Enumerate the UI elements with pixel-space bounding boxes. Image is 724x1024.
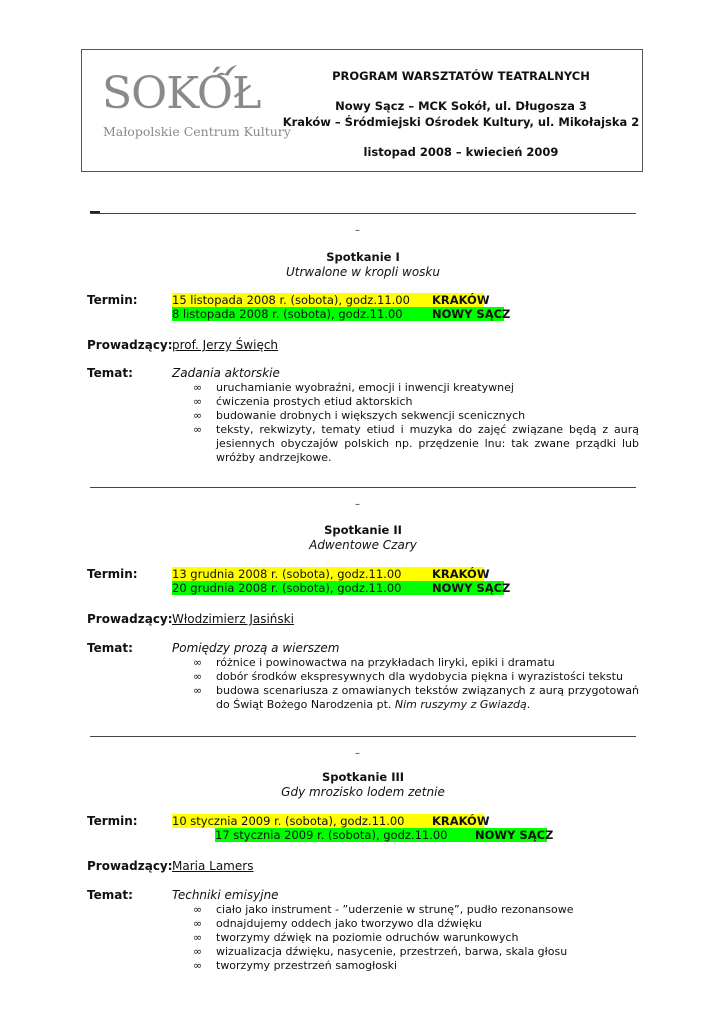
list-item: ∞ tworzymy przestrzeń samogłoski: [193, 959, 398, 972]
list-item: ∞ odnajdujemy oddech jako tworzywo dla dźwięku: [193, 917, 482, 930]
topic-list: [193, 381, 639, 465]
term-nowy-sacz: [172, 581, 511, 595]
term-city: KRAKÓW: [432, 814, 490, 828]
list-item: ∞ wizualizacja dźwięku, nasycenie, przestrzeń, barwa, skala głosu: [193, 945, 568, 958]
bullet-icon: ∞: [193, 945, 203, 958]
list-item: ∞ dobór środków ekspresywnych dla wydobycia piękna i wyrazistości tekstu: [193, 670, 623, 683]
list-item: ∞ uruchamianie wyobraźni, emocji i inwencji kreatywnej: [193, 381, 514, 394]
term-city: NOWY SĄCZ: [432, 307, 511, 321]
venue-krakow: Kraków – Śródmiejski Ośrodek Kultury, ul. Mikołajska 2: [282, 115, 640, 129]
leader-name: Maria Lamers: [172, 859, 254, 873]
term-date: 15 listopada 2008 r. (sobota), godz.11.00: [172, 293, 410, 307]
term-krakow: [172, 567, 490, 581]
bullet-icon: ∞: [193, 381, 203, 394]
leader-name: prof. Jerzy Święch: [172, 338, 279, 352]
section-divider: [90, 213, 636, 214]
section-divider: [90, 487, 636, 488]
term-city: KRAKÓW: [432, 567, 490, 581]
topic-label: Temat:: [87, 641, 133, 655]
term-date: 8 listopada 2008 r. (sobota), godz.11.00: [172, 307, 403, 321]
term-nowy-sacz: [172, 307, 511, 321]
bird-icon: [212, 64, 238, 84]
bullet-icon: ∞: [193, 959, 203, 972]
termin-label: Termin:: [87, 567, 138, 581]
leader-label: Prowadzący:: [87, 338, 173, 352]
topic-title: Pomiędzy prozą a wierszem: [172, 641, 340, 655]
topic-label: Temat:: [87, 366, 133, 380]
topic-title: Zadania aktorskie: [172, 366, 280, 380]
logo-wordmark: SOKÓŁ: [102, 68, 261, 119]
bullet-icon: ∞: [193, 395, 203, 408]
term-krakow: [172, 814, 490, 828]
logo-subtitle: Małopolskie Centrum Kultury: [103, 124, 291, 139]
term-city: NOWY SĄCZ: [432, 581, 511, 595]
list-item: ∞ teksty, rekwizyty, tematy etiud i muzyka do zajęć związane będą z aurą jesiennych obyczajów polskich np. przędzenie lnu: tak zwane prządki lub wróżby andrzejkowe.: [193, 423, 639, 464]
bullet-icon: ∞: [193, 670, 203, 683]
topic-label: Temat:: [87, 888, 133, 902]
topic-title: Techniki emisyjne: [172, 888, 279, 902]
bullet-icon: ∞: [193, 917, 203, 930]
bullet-icon: ∞: [193, 423, 203, 436]
term-date: 17 stycznia 2009 r. (sobota), godz.11.00: [215, 828, 448, 842]
bullet-icon: ∞: [193, 409, 203, 422]
section-subtitle: Adwentowe Czary: [309, 538, 417, 552]
termin-label: Termin:: [87, 814, 138, 828]
venue-nowy-sacz: Nowy Sącz – MCK Sokół, ul. Długosza 3: [335, 99, 587, 113]
divider-mark: –: [355, 499, 360, 510]
topic-list: [193, 903, 639, 973]
term-date: 10 stycznia 2009 r. (sobota), godz.11.00: [172, 814, 405, 828]
divider-mark: –: [355, 748, 360, 759]
bullet-icon: ∞: [193, 656, 203, 669]
leader-label: Prowadzący:: [87, 612, 173, 626]
section-subtitle: Gdy mrozisko lodem zetnie: [281, 785, 445, 799]
section-title: Spotkanie II: [324, 523, 402, 537]
bullet-icon: ∞: [193, 931, 203, 944]
list-item: ∞ ćwiczenia prostych etiud aktorskich: [193, 395, 413, 408]
divider-mark: –: [355, 225, 360, 236]
term-date: 20 grudnia 2008 r. (sobota), godz.11.00: [172, 581, 402, 595]
termin-label: Termin:: [87, 293, 138, 307]
bullet-icon: ∞: [193, 684, 203, 697]
list-item: ∞ tworzymy dźwięk na poziomie odruchów warunkowych: [193, 931, 519, 944]
bullet-icon: ∞: [193, 903, 203, 916]
header-box: [81, 49, 643, 172]
list-item: ∞ ciało jako instrument - ”uderzenie w strunę”, pudło rezonansowe: [193, 903, 574, 916]
term-date: 13 grudnia 2008 r. (sobota), godz.11.00: [172, 567, 402, 581]
list-item: ∞ budowa scenariusza z omawianych tekstów związanych z aurą przygotowań do Świąt Bożego Narodzenia pt. Nim ruszymy z Gwiazdą.: [193, 684, 639, 711]
section-title: Spotkanie III: [321, 770, 405, 784]
list-item: ∞ budowanie drobnych i większych sekwencji scenicznych: [193, 409, 526, 422]
header-text: [278, 68, 644, 160]
term-krakow: [172, 293, 490, 307]
term-nowy-sacz: [215, 828, 554, 842]
program-dates: listopad 2008 – kwiecień 2009: [363, 145, 559, 159]
list-item: ∞ różnice i powinowactwa na przykładach liryki, epiki i dramatu: [193, 656, 555, 669]
leader-label: Prowadzący:: [87, 859, 173, 873]
program-title: PROGRAM WARSZTATÓW TEATRALNYCH: [332, 69, 590, 83]
section-title: Spotkanie I: [326, 250, 400, 264]
section-divider: [90, 736, 636, 737]
term-city: KRAKÓW: [432, 293, 490, 307]
term-city: NOWY SĄCZ: [475, 828, 554, 842]
section-subtitle: Utrwalone w kropli wosku: [286, 265, 440, 279]
sokol-logo: [82, 50, 291, 171]
leader-name: Włodzimierz Jasiński: [172, 612, 294, 626]
topic-list: [193, 656, 639, 712]
